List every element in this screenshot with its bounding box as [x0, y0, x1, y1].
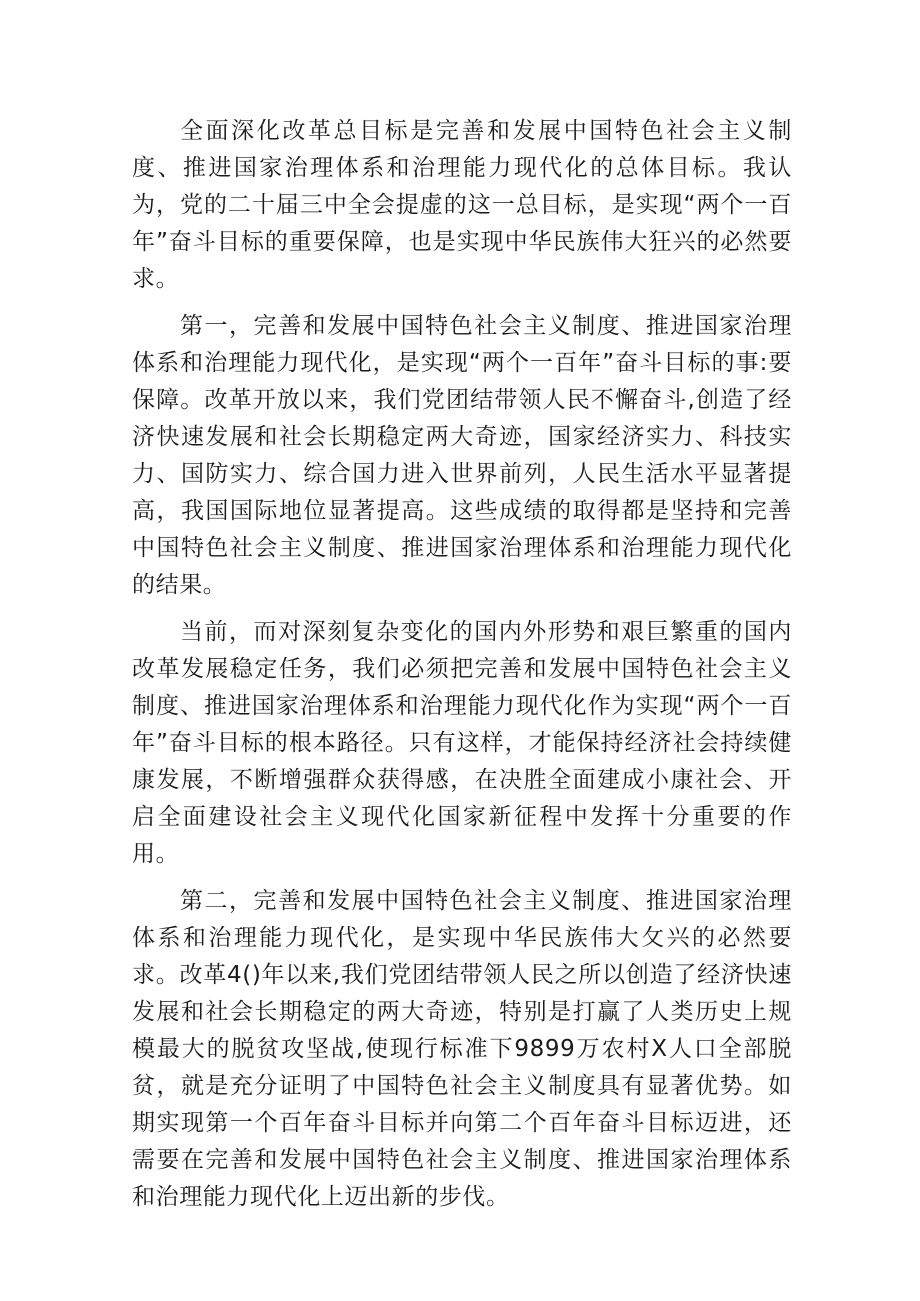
paragraph-2: 第一，完善和发展中国特色社会主义制度、推进国家治理体系和治理能力现代化，是实现“两个一百年”奋斗目标的事:要保障。改革开放以来，我们党团结带领人民不懈奋斗,创造了经济快速发展和社会长期稳定两大奇迹，国家经济实力、科技实力、国防实力、综合国力进入世界前列，人民生活水平显著提高，我国国际地位显著提高。这些成绩的取得都是坚持和完善中国特色社会主义制度、推进国家治理体系和治理能力现代化的结果。: [132, 313, 792, 598]
paragraph-4: 第二，完善和发展中国特色社会主义制度、推进国家治理体系和治理能力现代化，是实现中华民族伟大攵兴的必然要求。改革4()年以来,我们党团结带领人民之所以创造了经济快速发展和社会长期稳定的两大奇迹，特别是打赢了人类历史上规模最大的脱贫攻坚战,使现行标准下9899万农村X人口全部脱贫，就是充分证明了中国特色社会主义制度具有显著优势。如期实现第一个百年奋斗目标并向第二个百年奋斗目标迈进，还需要在完善和发展中国特色社会主义制度、推进国家治理体系和治理能力现代化上迈出新的步伐。: [132, 888, 792, 1210]
document-body: [132, 113, 792, 1226]
paragraph-1: 全面深化改革总目标是完善和发展中国特色社会主义制度、推进国家治理体系和治理能力现代化的总体目标。我认为，党的二十届三中全会提虚的这一总目标，是实现“两个一百年”奋斗目标的重要保障，也是实现中华民族伟大狂兴的必然要求。: [132, 118, 792, 292]
paragraph-3: 当前，而对深刻复杂变化的国内外形势和艰巨繁重的国内改革发展稳定任务，我们必须把完善和发展中国特色社会主义制度、推进国家治理体系和治理能力现代化作为实现“两个一百年”奋斗目标的根本路径。只有这样，才能保持经济社会持续健康发展，不断增强群众获得感，在决胜全面建成小康社会、开启全面建设社会主义现代化国家新征程中发挥十分重要的作用。: [132, 619, 792, 867]
